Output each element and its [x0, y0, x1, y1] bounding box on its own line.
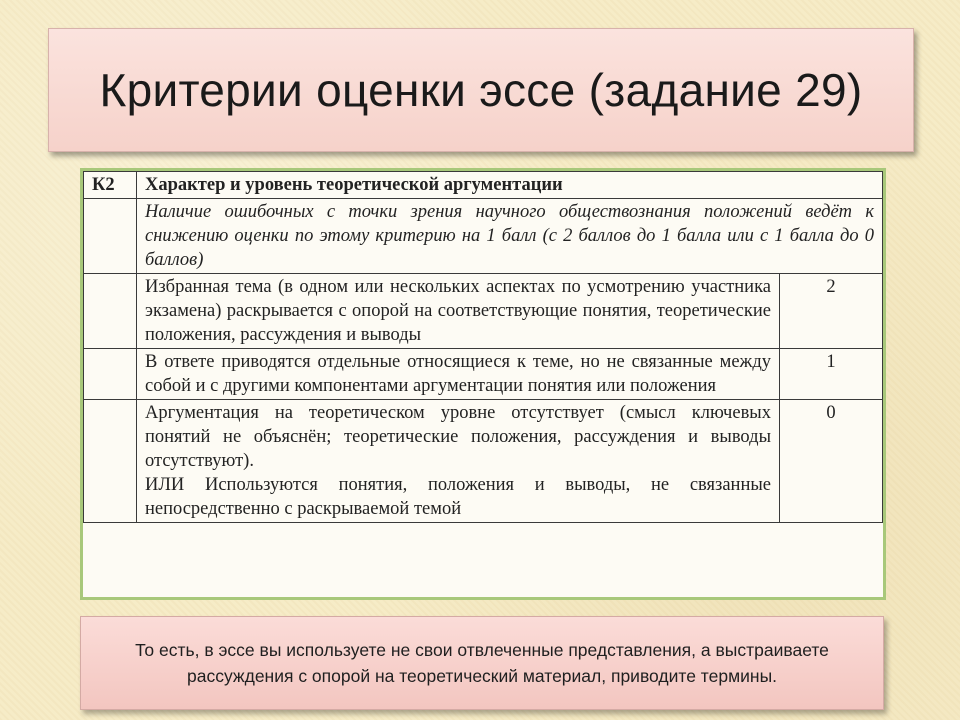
criterion-heading: Характер и уровень теоретической аргументации: [137, 172, 883, 199]
criterion-score: 2: [780, 274, 883, 349]
criterion-description: Избранная тема (в одном или нескольких аспектах по усмотрению участника экзамена) раскрывается с опорой на соответствующие понятия, теоретические положения, рассуждения и выводы: [137, 274, 780, 349]
criteria-table-frame: [80, 168, 886, 600]
empty-cell: [84, 199, 137, 274]
slide-title: Критерии оценки эссе (задание 29): [99, 64, 863, 116]
criterion-description: Аргументация на теоретическом уровне отсутствует (смысл ключевых понятий не объяснён; теоретические положения, рассуждения и выводы отсутствуют).: [145, 403, 771, 471]
criterion-note: Наличие ошибочных с точки зрения научного обществознания положений ведёт к снижению оценки по этому критерию на 1 балл (с 2 баллов до 1 балла или с 1 балла до 0 баллов): [137, 199, 883, 274]
table-row: [84, 349, 883, 400]
criterion-score: 0: [780, 400, 883, 523]
title-box: [48, 28, 914, 152]
empty-cell: [84, 349, 137, 400]
criterion-description: В ответе приводятся отдельные относящиеся к теме, но не связанные между собой и с другими компонентами аргументации понятия или положения: [137, 349, 780, 400]
criterion-score: 1: [780, 349, 883, 400]
footer-note-text: То есть, в эссе вы используете не свои отвлеченные представления, а выстраиваете рассуждения с опорой на теоретический материал, приводите термины.: [135, 640, 829, 686]
empty-cell: [84, 400, 137, 523]
criterion-description-alt: ИЛИ Используются понятия, положения и выводы, не связанные непосредственно с раскрываемой темой: [145, 475, 771, 519]
table-row-note: [84, 199, 883, 274]
footer-note-box: [80, 616, 884, 710]
empty-cell: [84, 274, 137, 349]
criteria-table: [83, 171, 883, 523]
table-row: [84, 274, 883, 349]
table-row-header: [84, 172, 883, 199]
table-row: [84, 400, 883, 523]
criterion-description-cell: [137, 400, 780, 523]
criterion-code: К2: [84, 172, 137, 199]
